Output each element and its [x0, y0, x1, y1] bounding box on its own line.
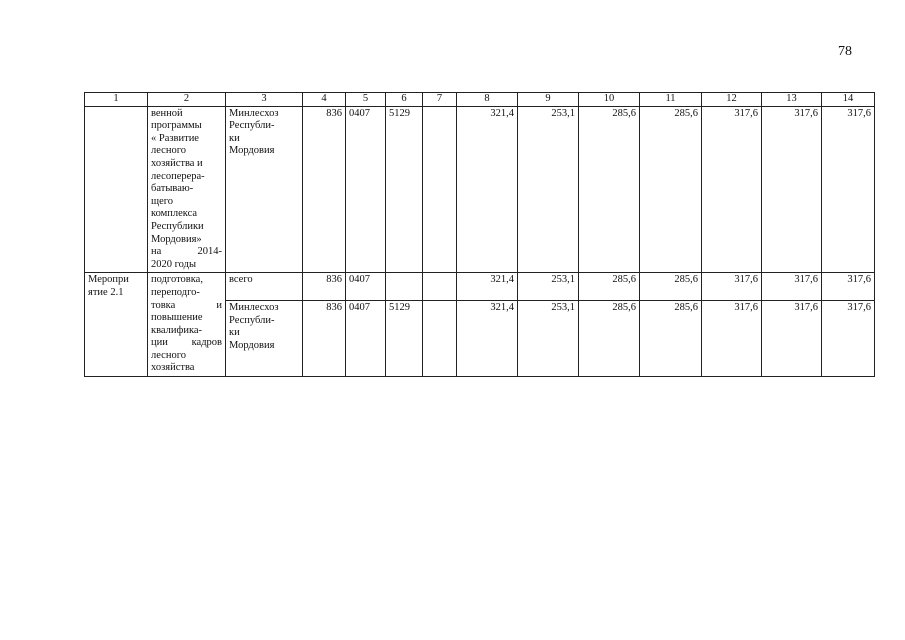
- row2-cell-8: 321,4: [457, 273, 518, 301]
- header-cell-5: 5: [346, 93, 386, 107]
- row2-cell-11: 285,6: [640, 273, 702, 301]
- row2-cell-9: 253,1: [518, 273, 579, 301]
- header-cell-14: 14: [822, 93, 875, 107]
- row2-cell-4: 836: [303, 273, 346, 301]
- page-number: 78: [838, 44, 852, 59]
- row1-cell-5: 0407: [346, 106, 386, 273]
- row3-executor: Минлесхоз Республи- ки Мордовия: [226, 301, 303, 377]
- row1-executor: Минлесхоз Республи- ки Мордовия: [226, 106, 303, 273]
- row3-cell-14: 317,6: [822, 301, 875, 377]
- table-row: [85, 106, 875, 273]
- header-row: [85, 93, 875, 107]
- row2-cell-14: 317,6: [822, 273, 875, 301]
- row1-cell-9: 253,1: [518, 106, 579, 273]
- row1-cell-13: 317,6: [762, 106, 822, 273]
- row1-cell-6: 5129: [386, 106, 423, 273]
- row3-cell-11: 285,6: [640, 301, 702, 377]
- header-cell-2: 2: [148, 93, 226, 107]
- row1-cell-4: 836: [303, 106, 346, 273]
- header-cell-1: 1: [85, 93, 148, 107]
- row3-cell-4: 836: [303, 301, 346, 377]
- row2-measure-label: Меропри ятие 2.1: [85, 273, 148, 377]
- header-cell-12: 12: [702, 93, 762, 107]
- row3-cell-5: 0407: [346, 301, 386, 377]
- row1-cell-8: 321,4: [457, 106, 518, 273]
- header-cell-4: 4: [303, 93, 346, 107]
- header-cell-13: 13: [762, 93, 822, 107]
- row3-cell-9: 253,1: [518, 301, 579, 377]
- header-cell-3: 3: [226, 93, 303, 107]
- row1-cell-12: 317,6: [702, 106, 762, 273]
- row2-cell-5: 0407: [346, 273, 386, 301]
- table-row: [85, 273, 875, 301]
- header-cell-9: 9: [518, 93, 579, 107]
- row2-cell-6: [386, 273, 423, 301]
- row3-cell-12: 317,6: [702, 301, 762, 377]
- row3-cell-10: 285,6: [579, 301, 640, 377]
- row1-cell-10: 285,6: [579, 106, 640, 273]
- row1-cell-11: 285,6: [640, 106, 702, 273]
- header-cell-7: 7: [423, 93, 457, 107]
- header-cell-11: 11: [640, 93, 702, 107]
- header-cell-10: 10: [579, 93, 640, 107]
- row2-cell-7: [423, 273, 457, 301]
- row1-program-name: венной программы « Развитие лесного хозяйства и лесоперера- батываю- щего комплекса Республики Мордовия» на 2014- 2020 годы: [148, 106, 226, 273]
- row2-executor-total: всего: [226, 273, 303, 301]
- row2-cell-13: 317,6: [762, 273, 822, 301]
- row3-cell-13: 317,6: [762, 301, 822, 377]
- row2-measure-name: подготовка, переподго- товка и повышение квалифика- ции кадров лесного хозяйства: [148, 273, 226, 377]
- row3-cell-8: 321,4: [457, 301, 518, 377]
- row1-cell-7: [423, 106, 457, 273]
- row1-cell-14: 317,6: [822, 106, 875, 273]
- header-cell-8: 8: [457, 93, 518, 107]
- row2-cell-10: 285,6: [579, 273, 640, 301]
- header-cell-6: 6: [386, 93, 423, 107]
- row3-cell-7: [423, 301, 457, 377]
- row3-cell-6: 5129: [386, 301, 423, 377]
- budget-table: [84, 92, 875, 377]
- row2-cell-12: 317,6: [702, 273, 762, 301]
- row1-cell-1: [85, 106, 148, 273]
